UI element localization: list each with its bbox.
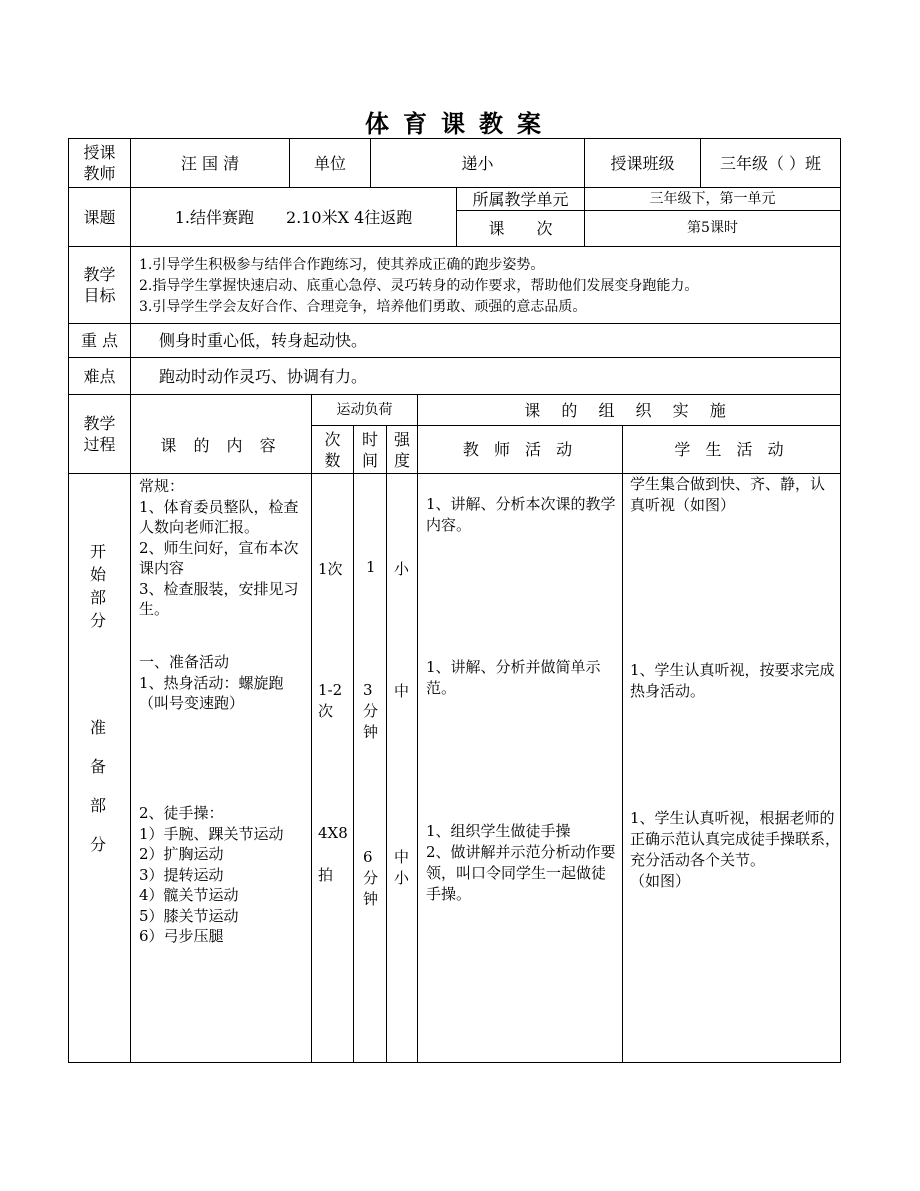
content-text: 2、徒手操： 1）手腕、踝关节运动 2）扩胸运动 3）提转运动 4）髋关节运动 5）膝关节运动 6）弓步压腿 [139, 804, 284, 945]
difficulty-label: 难点 [68, 357, 131, 395]
content-header: 课 的 内 容 [130, 394, 312, 474]
goal-item: 3.引导学生学会友好合作、合理竞争，培养他们勇敢、顽强的意志品质。 [139, 299, 587, 315]
key-text: 侧身时重心低，转身起动快。 [130, 323, 841, 358]
topic-label: 课题 [68, 187, 131, 247]
student-activity: 学生集合做到快、齐、静，认真听视（如图） [630, 475, 826, 514]
student-activity: 1、学生认真听视，按要求完成热身活动。 [630, 661, 835, 700]
key-label: 重 点 [68, 323, 131, 358]
teacher-activity-header: 教 师 活 动 [417, 425, 623, 474]
load-header: 运动负荷 [311, 394, 418, 426]
difficulty-text: 跑动时动作灵巧、协调有力。 [130, 357, 841, 395]
teacher-label: 授课 教师 [68, 138, 131, 188]
section-prepare: 准 备 部 分 [90, 718, 107, 854]
goals-label: 教学 目标 [68, 246, 131, 324]
teaching-unit-value: 三年级下，第一单元 [584, 187, 841, 211]
intensity-value: 小 [394, 560, 410, 578]
teacher-activity: 1、组织学生做徒手操 2、做讲解并示范分析动作要领，叫口令同学生一起做徒手操。 [426, 822, 616, 903]
goals-list [130, 246, 841, 324]
org-header: 课 的 组 织 实 施 [417, 394, 841, 426]
goal-item: 2.指导学生掌握快速启动、底重心急停、灵巧转身的动作要求，帮助他们发展变身跑能力。 [139, 278, 699, 294]
count-value: 4X8 拍 [318, 824, 348, 884]
class-value: 三年级（ ）班 [700, 138, 841, 188]
student-activity-header: 学 生 活 动 [622, 425, 841, 474]
time-value: 1 [366, 558, 376, 576]
class-label: 授课班级 [584, 138, 701, 188]
content-text: 常规： 1、体育委员整队，检查人数向老师汇报。 2、师生问好，宣布本次课内容 3、检查服装，安排见习生。 [139, 477, 299, 618]
topic-value: 1.结伴赛跑 2.10米X 4往返跑 [130, 187, 457, 247]
lesson-label: 课 次 [456, 210, 585, 247]
teacher-activity: 1、讲解、分析并做简单示范。 [426, 658, 601, 697]
teacher-name: 汪 国 清 [130, 138, 290, 188]
teacher-activity: 1、讲解、分析本次课的教学内容。 [426, 495, 616, 534]
count-value: 1-2 次 [318, 681, 343, 720]
student-column [622, 473, 841, 1063]
intensity-value: 中 小 [394, 848, 410, 887]
teaching-unit-label: 所属教学单元 [456, 187, 585, 211]
intensity-value: 中 [394, 682, 410, 700]
time-value: 6 分 钟 [363, 848, 379, 908]
goal-item: 1.引导学生积极参与结伴合作跑练习，使其养成正确的跑步姿势。 [139, 257, 545, 273]
page-title: 体育课教案 [365, 109, 555, 138]
unit-value: 递小 [370, 138, 585, 188]
intensity-header: 强 度 [386, 425, 418, 474]
count-header: 次 数 [311, 425, 354, 474]
content-text: 一、准备活动 1、热身活动：螺旋跑（叫号变速跑） [139, 653, 284, 712]
lesson-value: 第5课时 [584, 210, 841, 247]
teacher-column [417, 473, 623, 1063]
student-activity: 1、学生认真听视，根据老师的正确示范认真完成徒手操联系，充分活动各个关节。 （如图） [630, 809, 841, 890]
section-start: 开 始 部 分 [90, 542, 107, 630]
time-header: 时 间 [353, 425, 387, 474]
time-value: 3 分 钟 [363, 681, 379, 741]
count-value: 1次 [318, 560, 343, 578]
unit-label: 单位 [289, 138, 371, 188]
process-label: 教学 过程 [68, 394, 131, 474]
